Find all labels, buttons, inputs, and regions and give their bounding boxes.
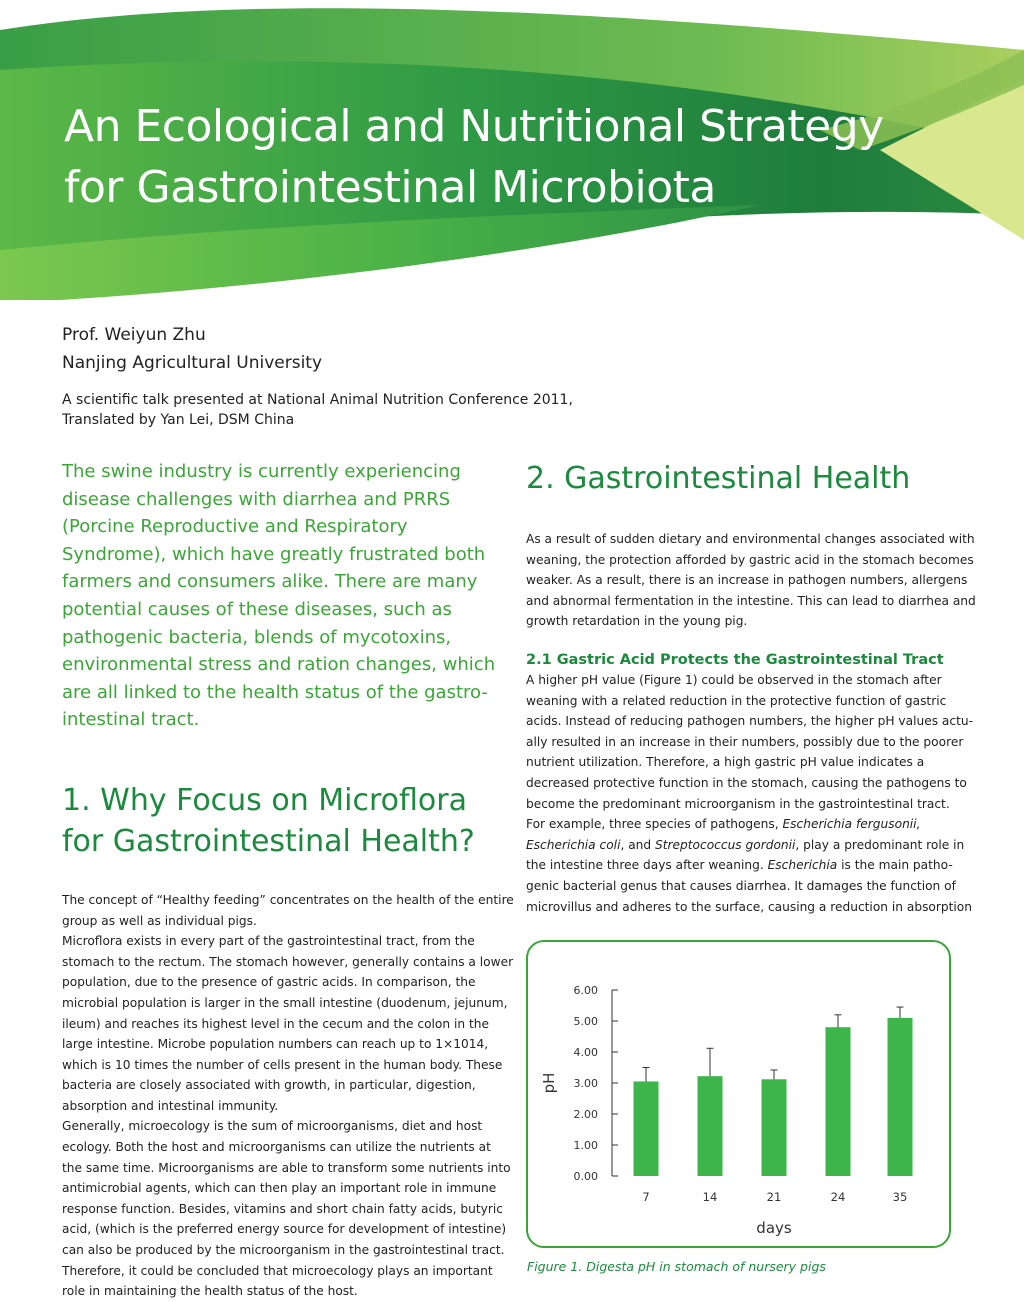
bar	[826, 1027, 851, 1176]
y-tick-label: 3.00	[573, 1077, 598, 1090]
body-line: bacteria are closely associated with growth, in particular, digestion,	[62, 1078, 476, 1093]
talk-note	[62, 390, 573, 430]
section-2-body	[526, 529, 976, 632]
bar	[698, 1076, 723, 1176]
body-line: The concept of “Healthy feeding” concentrates on the health of the entire	[62, 892, 514, 907]
intro-line: environmental stress and ration changes, which	[62, 654, 496, 676]
species-name: Escherichia coli	[526, 837, 621, 852]
body-line: weaning with a related reduction in the protective function of gastric	[526, 693, 947, 708]
species-name: Escherichia fergusonii,	[782, 817, 921, 832]
body-line: microbial population is larger in the small intestine (duodenum, jejunum,	[62, 995, 508, 1010]
x-tick-label: 7	[642, 1190, 650, 1204]
intro-paragraph	[62, 458, 496, 734]
y-tick-label: 2.00	[573, 1108, 598, 1121]
title-line-2: for Gastrointestinal Microbiota	[64, 162, 716, 213]
text-run: For example, three species of pathogens,	[526, 817, 783, 832]
body-line: A higher pH value (Figure 1) could be observed in the stomach after	[526, 672, 942, 687]
body-line: acids. Instead of reducing pathogen numbers, the higher pH values actu-	[526, 714, 974, 729]
body-line: response function. Besides, vitamins and short chain fatty acids, butyric	[62, 1201, 503, 1216]
body-line: become the predominant microorganism in the gastrointestinal tract.	[526, 796, 950, 811]
figure-1-box	[526, 940, 951, 1248]
body-line: absorption and intestinal immunity.	[62, 1098, 279, 1113]
intro-line: are all linked to the health status of the gastro-	[62, 681, 488, 703]
intro-line: disease challenges with diarrhea and PRRS	[62, 488, 451, 510]
y-tick-label: 6.00	[573, 984, 598, 997]
body-line: antimicrobial agents, which can then play an important role in immune	[62, 1181, 497, 1196]
bar	[762, 1079, 787, 1176]
body-line: acid, (which is the preferred energy source for development of intestine)	[62, 1222, 507, 1237]
body-line: Microflora exists in every part of the gastrointestinal tract, from the	[62, 934, 475, 949]
body-line: which is 10 times the number of cells present in the human body. These	[62, 1057, 503, 1072]
body-line: ileum) and reaches its highest level in the cecum and the colon in the	[62, 1016, 489, 1031]
body-line: weaning, the protection afforded by gastric acid in the stomach becomes	[526, 552, 974, 567]
talk-line-1: A scientific talk presented at National Animal Nutrition Conference 2011,	[62, 392, 573, 408]
body-line: As a result of sudden dietary and environmental changes associated with	[526, 532, 975, 546]
y-axis-label: pH	[540, 1072, 558, 1094]
body-line: decreased protective function in the stomach, causing the pathogens to	[526, 775, 967, 790]
body-line: population, due to the presence of gastric acids. In comparison, the	[62, 975, 476, 990]
x-axis-label: days	[756, 1219, 792, 1237]
body-line: microvillus and adheres to the surface, causing a reduction in absorption	[526, 899, 972, 914]
text-run: , and	[620, 837, 656, 852]
page-title	[64, 96, 964, 218]
talk-line-2: Translated by Yan Lei, DSM China	[62, 412, 295, 428]
body-line: the same time. Microorganisms are able to transform some nutrients into	[62, 1160, 511, 1175]
body-line: can also be produced by the microorganism in the gastrointestinal tract.	[62, 1243, 505, 1258]
body-line: ecology. Both the host and microorganisms can utilize the nutrients at	[62, 1140, 491, 1155]
intro-line: farmers and consumers alike. There are many	[62, 571, 478, 593]
intro-line: The swine industry is currently experiencing	[62, 461, 461, 482]
section-1-heading	[62, 780, 492, 862]
text-run: is the main patho-	[837, 858, 953, 873]
intro-line: intestinal tract.	[62, 709, 200, 731]
x-tick-label: 14	[702, 1190, 718, 1204]
body-line: role in maintaining the health status of the host.	[62, 1284, 358, 1299]
subsection-2-1-heading: 2.1 Gastric Acid Protects the Gastrointestinal Tract	[526, 651, 944, 668]
bar	[888, 1018, 913, 1176]
body-line	[526, 855, 966, 876]
section-2-heading: 2. Gastrointestinal Health	[526, 461, 911, 496]
x-tick-label: 24	[830, 1190, 846, 1204]
body-line: nutrient utilization. Therefore, a high gastric pH value indicates a	[526, 755, 925, 770]
section-1-body	[62, 890, 514, 1302]
y-tick-label: 1.00	[573, 1139, 598, 1152]
author-affiliation: Nanjing Agricultural University	[62, 353, 323, 373]
subsection-2-1-body	[526, 670, 974, 917]
body-line	[526, 835, 966, 856]
text-run: the intestine three days after weaning.	[526, 858, 768, 873]
body-line: Generally, microecology is the sum of microorganisms, diet and host	[62, 1119, 483, 1134]
right-column	[526, 458, 976, 917]
body-line	[526, 814, 966, 835]
body-line: stomach to the rectum. The stomach however, generally contains a lower	[62, 954, 514, 969]
body-line: group as well as individual pigs.	[62, 913, 257, 928]
y-tick-label: 4.00	[573, 1046, 598, 1059]
section-1-heading-line-2: for Gastrointestinal Health?	[62, 823, 475, 859]
figure-1-caption: Figure 1. Digesta pH in stomach of nursery pigs	[527, 1259, 826, 1274]
y-tick-label: 0.00	[573, 1170, 598, 1183]
author-name: Prof. Weiyun Zhu	[62, 325, 206, 345]
intro-line: Syndrome), which have greatly frustrated both	[62, 543, 486, 565]
body-line: genic bacterial genus that causes diarrhea. It damages the function of	[526, 878, 956, 893]
body-line: Therefore, it could be concluded that microecology plays an important	[62, 1263, 493, 1278]
title-line-1: An Ecological and Nutritional Strategy	[64, 101, 884, 152]
section-1-heading-line-1: 1. Why Focus on Microflora	[62, 782, 467, 818]
ph-bar-chart	[528, 942, 949, 1246]
body-line: large intestine. Microbe population numbers can reach up to 1×1014,	[62, 1037, 489, 1052]
text-run: , play a predominant role in	[795, 837, 965, 852]
intro-line: potential causes of these diseases, such as	[62, 598, 452, 620]
bar	[634, 1081, 659, 1176]
y-tick-label: 5.00	[573, 1015, 598, 1028]
body-line: weaker. As a result, there is an increase in pathogen numbers, allergens	[526, 573, 968, 588]
left-column	[62, 458, 514, 1302]
species-name: Streptococcus gordonii	[655, 837, 796, 852]
body-line: ally resulted in an increase in their numbers, possibly due to the poorer	[526, 734, 964, 749]
x-tick-label: 21	[766, 1190, 782, 1204]
author-block	[62, 321, 322, 377]
body-line: and abnormal fermentation in the intestine. This can lead to diarrhea and	[526, 593, 976, 608]
intro-line: (Porcine Reproductive and Respiratory	[62, 516, 408, 538]
x-tick-label: 35	[892, 1190, 908, 1204]
genus-name: Escherichia	[767, 858, 838, 873]
intro-line: pathogenic bacteria, blends of mycotoxins,	[62, 626, 452, 648]
body-line: growth retardation in the young pig.	[526, 614, 748, 629]
